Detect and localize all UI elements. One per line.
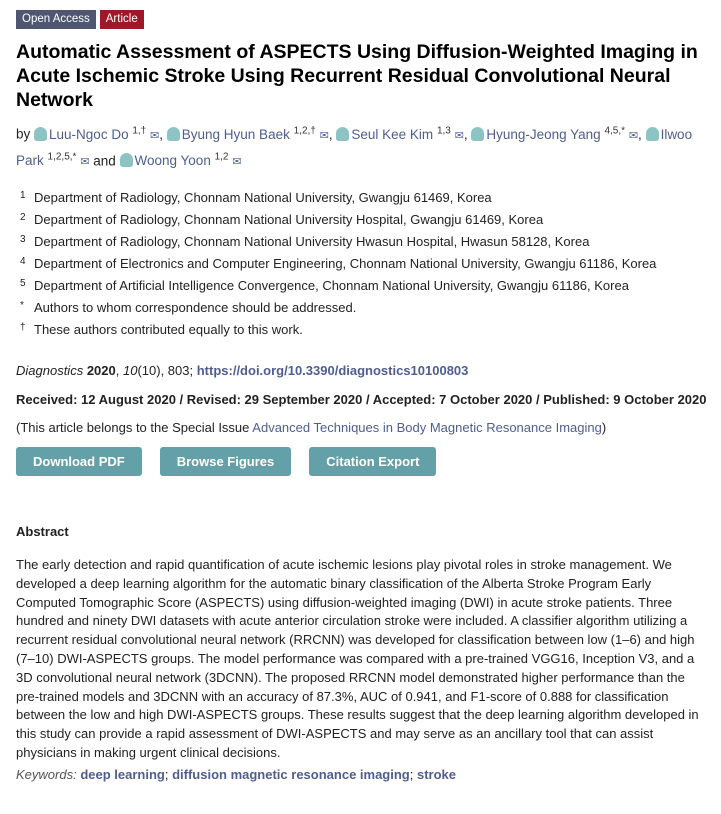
author-link[interactable]: Luu-Ngoc Do (49, 126, 129, 142)
action-buttons (16, 447, 709, 476)
by-label: by (16, 126, 31, 142)
journal-name: Diagnostics (16, 363, 84, 378)
author-avatar-icon (646, 127, 659, 141)
author-link[interactable]: Ilwoo Park (16, 126, 693, 168)
article-title: Automatic Assessment of ASPECTS Using Diffusion-Weighted Imaging in Acute Ischemic Stroke Using Recurrent Residual Convolutional Neural Network (16, 41, 698, 111)
special-issue: (This article belongs to the Special Issue Advanced Techniques in Body Magnetic Resonance Imaging) (16, 420, 607, 435)
article-badge: Article (100, 10, 144, 29)
browse-figures-button[interactable]: Browse Figures (160, 447, 292, 476)
affiliation-item: * Authors to whom correspondence should be addressed. (20, 300, 357, 315)
keywords: Keywords: deep learning; diffusion magnetic resonance imaging; stroke (16, 766, 457, 782)
email-icon[interactable]: ✉ (150, 129, 160, 142)
abstract-heading: Abstract (16, 524, 69, 539)
affiliation-item: 2 Department of Radiology, Chonnam National University Hospital, Gwangju 61469, Korea (20, 212, 544, 227)
email-icon[interactable]: ✉ (232, 156, 242, 168)
author-item: Luu-Ngoc Do $^{1,\dagger}$ ✉, (34, 127, 163, 142)
publication-dates: Received: 12 August 2020 / Revised: 29 September 2020 / Accepted: 7 October 2020 / Published: 9 October 2020 (16, 392, 707, 407)
citation: Diagnostics 2020, 10(10), 803; https://doi.org/10.3390/diagnostics10100803 (16, 363, 469, 378)
author-link[interactable]: Hyung-Jeong Yang (486, 126, 601, 142)
issue: (10), 803; (137, 363, 194, 378)
author-link[interactable]: Seul Kee Kim (351, 126, 434, 142)
affiliations (20, 187, 709, 341)
author-sup: 1,2 (214, 151, 229, 163)
author-avatar-icon (471, 127, 484, 141)
author-sup: 1,2,5,* (47, 151, 77, 163)
doi-link[interactable]: https://doi.org/10.3390/diagnostics10100803 (196, 363, 469, 378)
email-icon[interactable]: ✉ (80, 156, 90, 168)
email-icon[interactable]: ✉ (628, 129, 639, 142)
email-icon[interactable]: ✉ (319, 129, 329, 142)
year: 2020 (86, 363, 116, 378)
author-item (120, 153, 242, 168)
keyword-link[interactable]: diffusion magnetic resonance imaging (172, 766, 410, 782)
affiliation-item: 1 Department of Radiology, Chonnam National University, Gwangju 61469, Korea (20, 190, 492, 205)
download-pdf-button[interactable]: Download PDF (16, 447, 142, 476)
affiliation-item: † These authors contributed equally to this work. (20, 322, 303, 337)
special-issue-link[interactable]: Advanced Techniques in Body Magnetic Resonance Imaging (252, 420, 602, 435)
affiliation-item: 4 Department of Electronics and Computer Engineering, Chonnam National University, Gwangju 61186, Korea (20, 256, 657, 271)
abstract-text: The early detection and rapid quantification of acute ischemic lesions play pivotal roles in stroke management. We developed a deep learning algorithm for the automatic binary classification of the Alberta Stroke Program Early Computed Tomographic Score (ASPECTS) using diffusion-weighted imaging (DWI) in acute stroke patients. Three hundred and ninety DWI datasets with acute anterior circulation stroke were included. A classifier algorithm utilizing a recurrent residual convolutional neural network (RRCNN) was developed for classification between low (1–6) and high (7–10) DWI-ASPECTS groups. The model performance was compared with a pre-trained VGG16, Inception V3, and a 3D convolutional neural network (3DCNN). The proposed RRCNN model demonstrated higher performance than the pre-trained models and 3DCNN with an accuracy of 87.3%, AUC of 0.941, and F1-score of 0.888 for classification between the low and high DWI-ASPECTS groups. These results suggest that the deep learning algorithm developed in this study can provide a rapid assessment of DWI-ASPECTS and may serve as an ancillary tool that can assist physicians in making urgent clinical decisions. (16, 557, 699, 760)
author-item: Seul Kee Kim $^{1,3}$ ✉, (336, 127, 467, 142)
author-link[interactable]: Woong Yoon (134, 153, 211, 168)
author-sup: 1,3 (436, 125, 451, 136)
citation-export-button[interactable]: Citation Export (309, 447, 436, 476)
badges (16, 10, 709, 29)
volume: 10 (122, 363, 138, 378)
author-list (16, 120, 709, 173)
and-label: and (93, 153, 116, 168)
author-avatar-icon (167, 127, 180, 141)
keywords-label: Keywords: (16, 766, 77, 782)
author-sup: 4,5,* (604, 125, 626, 136)
affiliation-item: 5 Department of Artificial Intelligence Convergence, Chonnam National University, Gwangju 61186, Korea (20, 278, 629, 293)
author-avatar-icon (34, 127, 47, 141)
author-item: Hyung-Jeong Yang $^{4,5,*}$ ✉, (471, 127, 641, 142)
email-icon[interactable]: ✉ (454, 129, 464, 142)
affiliation-item: 3 Department of Radiology, Chonnam National University Hwasun Hospital, Hwasun 58128, Korea (20, 234, 590, 249)
author-link[interactable]: Byung Hyun Baek (181, 126, 290, 142)
author-sup: 1,2,† (293, 125, 316, 136)
keyword-link[interactable]: deep learning (80, 766, 165, 782)
author-avatar-icon (336, 127, 349, 141)
author-sup: 1,† (132, 125, 147, 136)
author-item: Byung Hyun Baek $^{1,2,\dagger}$ ✉, (167, 127, 333, 142)
keyword-link[interactable]: stroke (416, 766, 457, 782)
author-avatar-icon (120, 153, 133, 167)
open-access-badge: Open Access (16, 10, 96, 29)
